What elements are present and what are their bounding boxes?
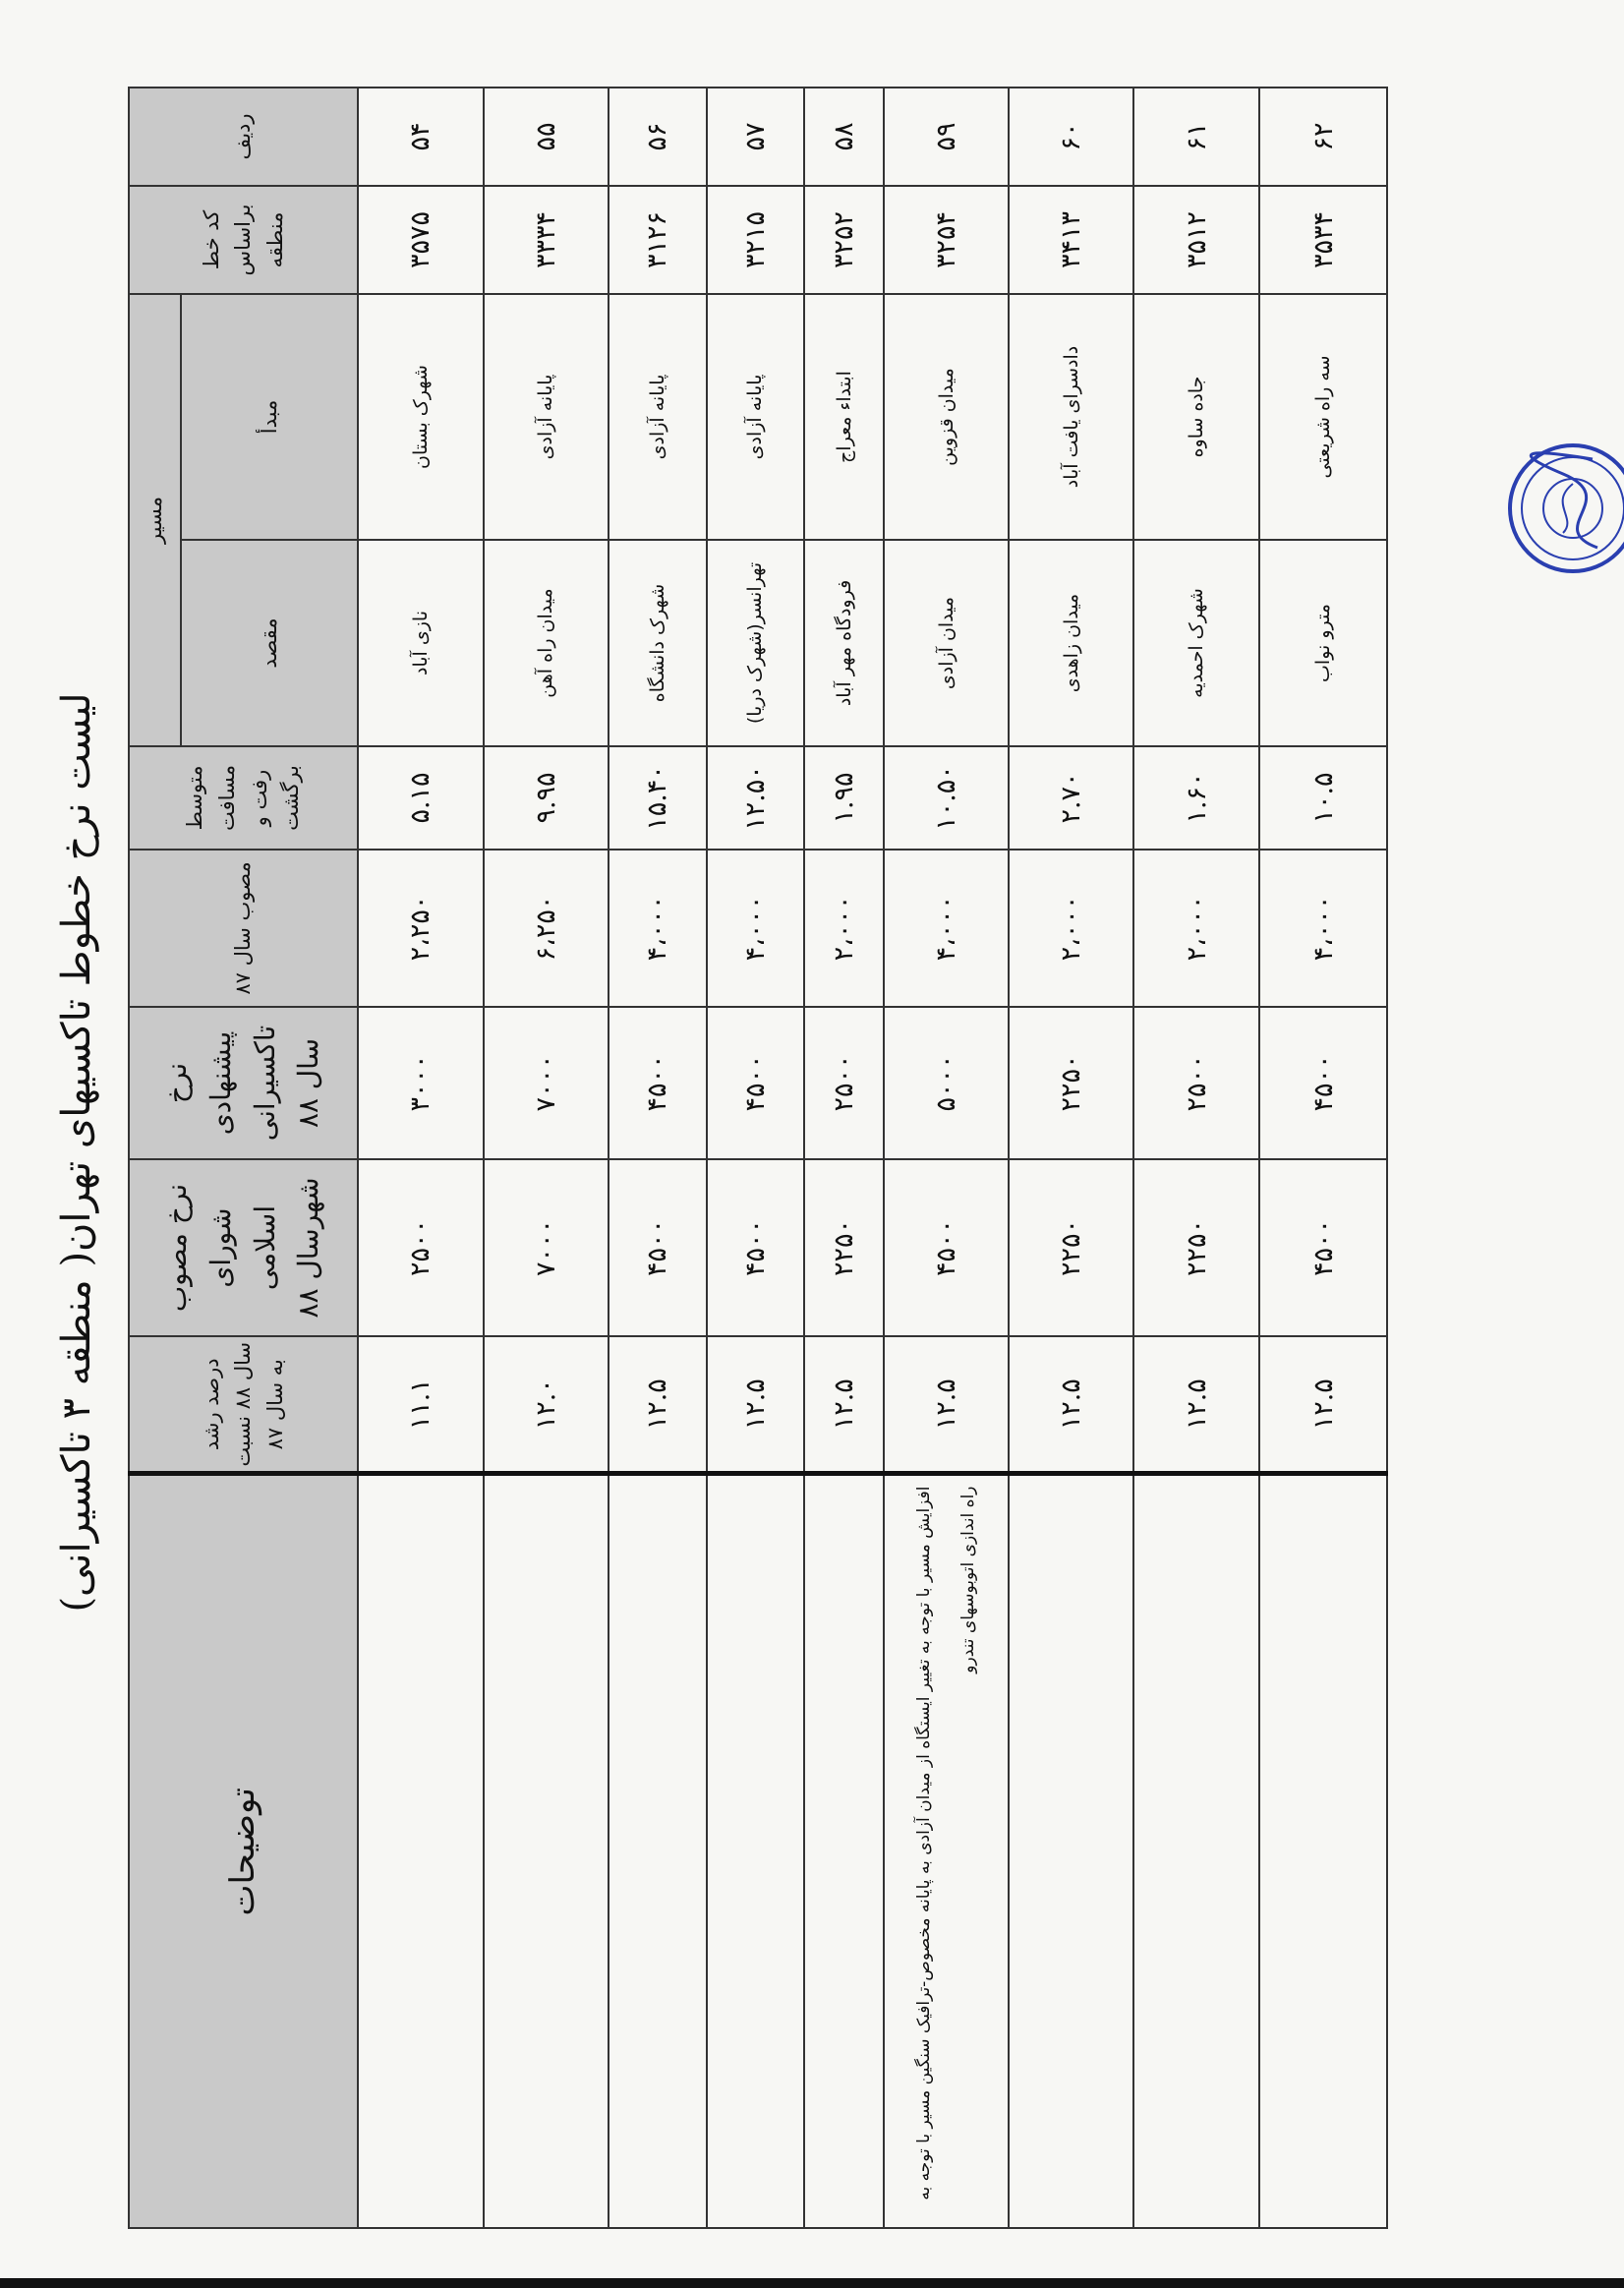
cell-proposed-88: ۲۵۰۰	[1133, 1007, 1259, 1159]
cell-approved-87: ۲،۲۵۰	[358, 850, 484, 1007]
cell-avg-distance: ۵.۱۵	[358, 746, 484, 850]
cell-approved-87: ۴،۰۰۰	[1259, 850, 1387, 1007]
cell-row-no: ۵۷	[707, 88, 804, 186]
cell-row-no: ۵۸	[804, 88, 884, 186]
cell-council-88: ۲۲۵۰	[1133, 1159, 1259, 1336]
cell-destination: میدان آزادی	[884, 540, 1008, 746]
cell-growth-pct: ۱۲.۵	[609, 1336, 706, 1474]
cell-origin: پایانه آزادی	[484, 294, 609, 540]
cell-row-no: ۶۰	[1009, 88, 1134, 186]
scan-edge-bar	[0, 2278, 1624, 2288]
cell-row-no: ۶۲	[1259, 88, 1387, 186]
cell-row-no: ۵۶	[609, 88, 706, 186]
header-approved-87: مصوب سال ۸۷	[129, 850, 358, 1007]
header-proposed-88: نرخ پیشنهادی تاکسیرانی سال ۸۸	[129, 1007, 358, 1159]
taxi-rate-table	[128, 87, 1388, 2229]
cell-row-no: ۵۴	[358, 88, 484, 186]
cell-growth-pct: ۱۲.۵	[707, 1336, 804, 1474]
cell-destination: تهرانسر(شهرک دریا)	[707, 540, 804, 746]
cell-avg-distance: ۱.۹۵	[804, 746, 884, 850]
cell-line-code: ۳۵۱۲	[1133, 186, 1259, 294]
cell-council-88: ۷۰۰۰	[484, 1159, 609, 1336]
cell-approved-87: ۲،۰۰۰	[1009, 850, 1134, 1007]
cell-avg-distance: ۲.۷۰	[1009, 746, 1134, 850]
cell-proposed-88: ۲۵۰۰	[804, 1007, 884, 1159]
cell-council-88: ۴۵۰۰	[707, 1159, 804, 1336]
table-row	[484, 88, 609, 2228]
header-growth-pct: درصد رشد سال ۸۸ نسبت به سال ۸۷	[129, 1336, 358, 1474]
header-line-code: کد خط براساس منطقه	[129, 186, 358, 294]
cell-row-no: ۵۵	[484, 88, 609, 186]
cell-council-88: ۲۲۵۰	[1009, 1159, 1134, 1336]
table-row	[1133, 88, 1259, 2228]
cell-notes	[1259, 1474, 1387, 2228]
cell-line-code: ۳۵۷۵	[358, 186, 484, 294]
cell-council-88: ۲۵۰۰	[358, 1159, 484, 1336]
cell-destination: شهرک دانشگاه	[609, 540, 706, 746]
cell-origin: دادسرای یافت آباد	[1009, 294, 1134, 540]
cell-proposed-88: ۴۵۰۰	[609, 1007, 706, 1159]
table-row	[609, 88, 706, 2228]
cell-notes: افزایش مسیر با توجه به تغییر ایستگاه از میدان آزادی به پایانه مخصوص-ترافیک سنگین مسیر با توجه به راه اندازی اتوبوسهای تندرو	[884, 1474, 1008, 2228]
cell-avg-distance: ۱.۶۰	[1133, 746, 1259, 850]
cell-line-code: ۳۲۵۲	[804, 186, 884, 294]
cell-notes	[484, 1474, 609, 2228]
cell-line-code: ۳۲۵۴	[884, 186, 1008, 294]
cell-approved-87: ۲،۰۰۰	[804, 850, 884, 1007]
cell-avg-distance: ۱۰.۵	[1259, 746, 1387, 850]
header-row-no: ردیف	[129, 88, 358, 186]
cell-avg-distance: ۱۲.۵۰	[707, 746, 804, 850]
cell-line-code: ۳۴۱۳	[1009, 186, 1134, 294]
cell-line-code: ۳۱۲۶	[609, 186, 706, 294]
cell-council-88: ۴۵۰۰	[1259, 1159, 1387, 1336]
cell-origin: پایانه آزادی	[609, 294, 706, 540]
council-seal-stamp-icon	[1504, 440, 1624, 577]
cell-council-88: ۴۵۰۰	[609, 1159, 706, 1336]
cell-destination: میدان زاهدی	[1009, 540, 1134, 746]
cell-approved-87: ۴،۰۰۰	[707, 850, 804, 1007]
table-row	[884, 88, 1008, 2228]
document-title: لیست نرخ خطوط تاکسیهای تهران( منطقه ۳ تاکسیرانی)	[54, 692, 99, 1613]
cell-destination: فرودگاه مهر آباد	[804, 540, 884, 746]
cell-approved-87: ۴،۰۰۰	[609, 850, 706, 1007]
cell-notes	[804, 1474, 884, 2228]
cell-line-code: ۳۳۳۴	[484, 186, 609, 294]
cell-origin: میدان قزوین	[884, 294, 1008, 540]
cell-growth-pct: ۱۲.۰	[484, 1336, 609, 1474]
cell-notes	[609, 1474, 706, 2228]
cell-proposed-88: ۴۵۰۰	[1259, 1007, 1387, 1159]
cell-approved-87: ۶،۲۵۰	[484, 850, 609, 1007]
cell-notes	[358, 1474, 484, 2228]
cell-approved-87: ۴،۰۰۰	[884, 850, 1008, 1007]
cell-origin: ابتداء معراج	[804, 294, 884, 540]
cell-proposed-88: ۲۲۵۰	[1009, 1007, 1134, 1159]
cell-line-code: ۳۲۱۵	[707, 186, 804, 294]
cell-row-no: ۶۱	[1133, 88, 1259, 186]
cell-notes	[707, 1474, 804, 2228]
cell-notes	[1009, 1474, 1134, 2228]
cell-council-88: ۲۲۵۰	[804, 1159, 884, 1336]
table-row	[358, 88, 484, 2228]
cell-notes	[1133, 1474, 1259, 2228]
cell-avg-distance: ۱۰.۵۰	[884, 746, 1008, 850]
header-route: مسیر	[129, 294, 181, 746]
cell-proposed-88: ۷۰۰۰	[484, 1007, 609, 1159]
table-row	[707, 88, 804, 2228]
table-row	[1009, 88, 1134, 2228]
cell-proposed-88: ۴۵۰۰	[707, 1007, 804, 1159]
header-notes: توضیحات	[129, 1474, 358, 2228]
cell-origin: سه راه شریعتی	[1259, 294, 1387, 540]
cell-avg-distance: ۹.۹۵	[484, 746, 609, 850]
header-avg-distance: متوسط مسافت رفت و برگشت	[129, 746, 358, 850]
cell-avg-distance: ۱۵.۴۰	[609, 746, 706, 850]
cell-growth-pct: ۱۱.۱	[358, 1336, 484, 1474]
cell-destination: شهرک احمدیه	[1133, 540, 1259, 746]
cell-origin: شهرک بستان	[358, 294, 484, 540]
cell-proposed-88: ۳۰۰۰	[358, 1007, 484, 1159]
header-council-88: نرخ مصوب شورای اسلامی شهرسال ۸۸	[129, 1159, 358, 1336]
cell-growth-pct: ۱۲.۵	[884, 1336, 1008, 1474]
cell-origin: پایانه آزادی	[707, 294, 804, 540]
table-row	[1259, 88, 1387, 2228]
header-destination: مقصد	[181, 540, 358, 746]
cell-row-no: ۵۹	[884, 88, 1008, 186]
cell-growth-pct: ۱۲.۵	[1259, 1336, 1387, 1474]
cell-growth-pct: ۱۲.۵	[804, 1336, 884, 1474]
cell-growth-pct: ۱۲.۵	[1133, 1336, 1259, 1474]
cell-destination: نازی آباد	[358, 540, 484, 746]
cell-council-88: ۴۵۰۰	[884, 1159, 1008, 1336]
cell-proposed-88: ۵۰۰۰	[884, 1007, 1008, 1159]
cell-approved-87: ۲،۰۰۰	[1133, 850, 1259, 1007]
cell-destination: میدان راه آهن	[484, 540, 609, 746]
cell-line-code: ۳۵۳۴	[1259, 186, 1387, 294]
cell-growth-pct: ۱۲.۵	[1009, 1336, 1134, 1474]
header-origin: مبدأ	[181, 294, 358, 540]
table-row	[804, 88, 884, 2228]
cell-destination: مترو نواب	[1259, 540, 1387, 746]
cell-origin: جاده ساوه	[1133, 294, 1259, 540]
